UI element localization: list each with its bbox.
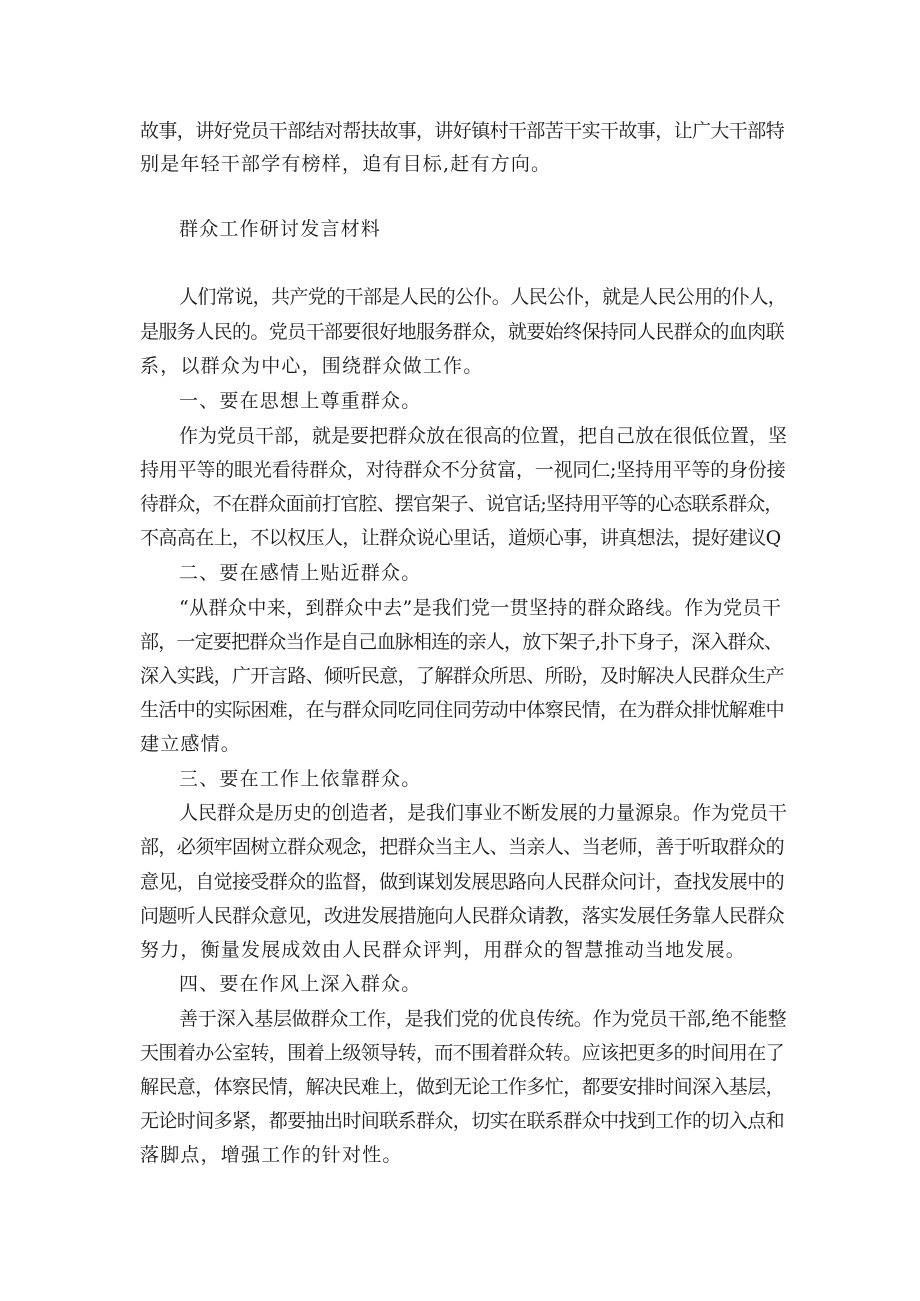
- paragraph-line: 不高高在上，不以权压人，让群众说心里话，道烦心事，讲真想法，提好建议Q: [140, 527, 781, 549]
- paragraph-line: 天围着办公室转，围着上级领导转，而不围着群众转。应该把更多的时间用在了: [140, 1042, 785, 1064]
- paragraph-line: 意见，自觉接受群众的监督，做到谋划发展思路向人民群众问计，查找发展中的: [140, 871, 785, 893]
- intro-line: 别是年轻干部学有榜样，追有目标,赶有方向。: [140, 153, 552, 175]
- paragraph-line: 落脚点，增强工作的针对性。: [140, 1144, 403, 1166]
- paragraph-line: 善于深入基层做群众工作，是我们党的优良传统。作为党员干部,绝不能整: [179, 1008, 787, 1030]
- paragraph-line: 作为党员干部，就是要把群众放在很高的位置，把自己放在很低位置，坚: [179, 425, 788, 447]
- section-heading: 一、要在思想上尊重群众。: [179, 390, 422, 412]
- paragraph-line: 是服务人民的。党员干部要很好地服务群众，就要始终保持同人民群众的血肉联: [140, 321, 785, 343]
- paragraph-line: 人们常说，共产党的干部是人民的公仆。人民公仆，就是人民公用的仆人，: [179, 286, 787, 308]
- document-title: 群众工作研讨发言材料: [179, 218, 382, 240]
- paragraph-line: 解民意，体察民情，解决民难上，做到无论工作多忙，都要安排时间深入基层，: [140, 1076, 785, 1098]
- intro-line: 故事，讲好党员干部结对帮扶故事，讲好镇村干部苦干实干故事，让广大干部特: [140, 120, 785, 142]
- paragraph-line: 部，一定要把群众当作是自己血脉相连的亲人，放下架子,扑下身子，深入群众、: [140, 631, 783, 653]
- paragraph-line: 问题听人民群众意见，改进发展措施向人民群众请教，落实发展任务靠人民群众: [140, 905, 785, 927]
- paragraph-line: 生活中的实际困难，在与群众同吃同住同劳动中体察民情，在为群众排忧解难中: [140, 699, 785, 721]
- paragraph-line: 人民群众是历史的创造者，是我们事业不断发展的力量源泉。作为党员干: [179, 802, 788, 824]
- paragraph-line: 持用平等的眼光看待群众，对待群众不分贫富，一视同仁;坚持用平等的身份接: [140, 459, 786, 481]
- paragraph-line: 部，必须牢固树立群众观念，把群众当主人、当亲人、当老师，善于听取群众的: [140, 836, 785, 858]
- paragraph-line: “从群众中来，到群众中去”是我们党一贯坚持的群众路线。作为党员干: [179, 597, 782, 619]
- paragraph-line: 待群众，不在群众面前打官腔、摆官架子、说官话;坚持用平等的心态联系群众，: [140, 493, 783, 515]
- paragraph-line: 无论时间多紧，都要抽出时间联系群众，切实在联系群众中找到工作的切入点和: [140, 1110, 785, 1132]
- paragraph-line: 系，以群众为中心，围绕群众做工作。: [140, 355, 484, 377]
- paragraph-line: 努力，衡量发展成效由人民群众评判，用群众的智慧推动当地发展。: [140, 939, 747, 961]
- section-heading: 四、要在作风上深入群众。: [179, 973, 422, 995]
- section-heading: 二、要在感情上贴近群众。: [179, 562, 422, 584]
- paragraph-line: 建立感情。: [140, 733, 242, 755]
- section-heading: 三、要在工作上依靠群众。: [179, 768, 422, 790]
- paragraph-line: 深入实践，广开言路、倾听民意，了解群众所思、所盼，及时解决人民群众生产: [140, 665, 785, 687]
